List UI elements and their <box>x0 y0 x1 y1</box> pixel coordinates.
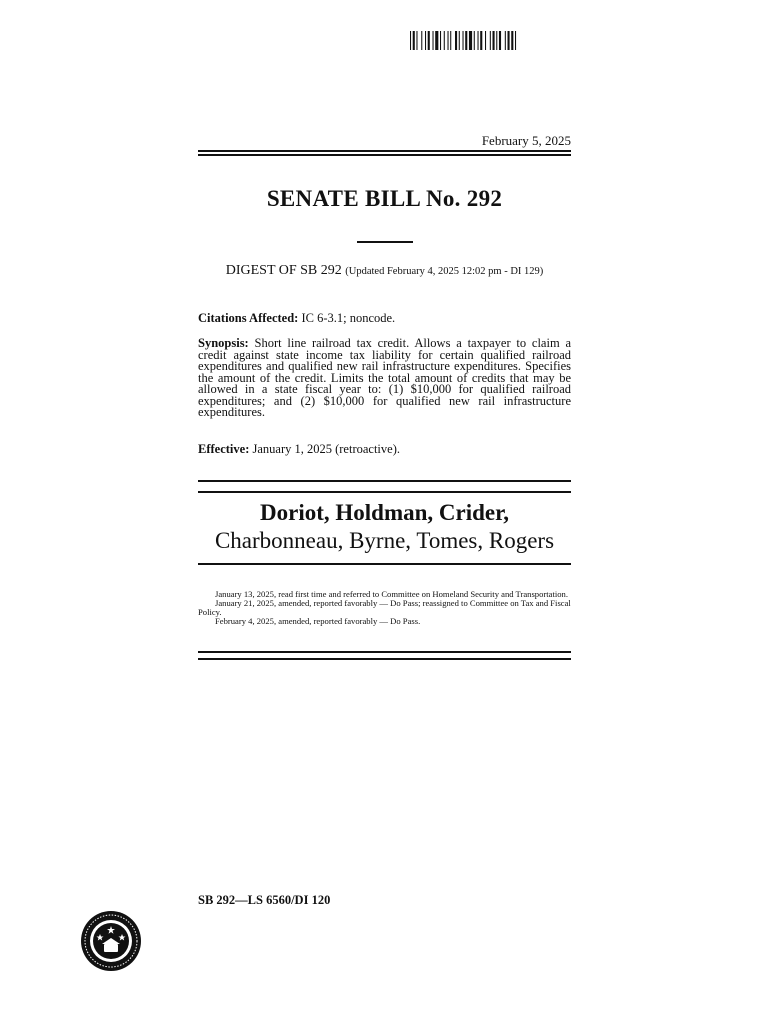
barcode-bar <box>459 31 460 50</box>
bill-code: SB 292—LS 6560/DI 120 <box>198 893 331 907</box>
barcode-bar <box>469 31 472 50</box>
barcode-bar <box>433 31 434 50</box>
history-entry: January 21, 2025, amended, reported favorably — Do Pass; reassigned to Committee on Tax and Fiscal Policy. <box>198 598 571 617</box>
barcode-bar <box>448 31 449 50</box>
digest-label: DIGEST OF SB 292 <box>225 263 342 278</box>
citations-affected <box>198 313 571 325</box>
effective-label: Effective: <box>198 442 250 456</box>
barcode-bar <box>444 31 445 50</box>
effective-text: January 1, 2025 (retroactive). <box>252 442 400 456</box>
barcode-bar <box>428 31 430 50</box>
barcode-bar <box>480 31 482 50</box>
barcode-bar <box>455 31 457 50</box>
synopsis-label: Synopsis: <box>198 336 249 350</box>
citations-label: Citations Affected: <box>198 311 299 325</box>
effective-date <box>198 444 571 456</box>
barcode-bar <box>440 31 441 50</box>
legislative-history <box>198 590 571 626</box>
barcode-bar <box>435 31 438 50</box>
primary-authors: Doriot, Holdman, Crider, <box>260 500 509 525</box>
synopsis-text: Short line railroad tax credit. Allows a taxpayer to claim a credit against state income tax liability for certain qualified railroad expenditures and qualified new rail infrastructure expenditures. Specifies the amount of the credit. Limits the total amount of credits that may be allowed in a state fiscal year to: (1) $10,000 for qualified railroad expenditures; and (2) $10,000 for qualified new rail infrastructure expenditures. <box>198 336 572 419</box>
divider <box>198 154 571 156</box>
barcode-bar <box>496 31 497 50</box>
barcode-bar <box>421 31 422 50</box>
barcode-bar <box>499 31 501 50</box>
barcode-bar <box>493 31 495 50</box>
barcode-bar <box>413 31 415 50</box>
history-entry: February 4, 2025, amended, reported favorably — Do Pass. <box>215 616 421 626</box>
bill-date: February 5, 2025 <box>481 133 571 148</box>
barcode-bar <box>450 31 451 50</box>
divider <box>198 651 571 653</box>
divider <box>198 658 571 660</box>
synopsis <box>198 338 571 419</box>
barcode-bar <box>465 31 467 50</box>
barcode-icon <box>410 31 588 50</box>
barcode-bar <box>490 31 491 50</box>
divider <box>198 563 571 565</box>
divider <box>198 150 571 152</box>
barcode-bar <box>463 31 464 50</box>
barcode-bar <box>416 31 417 50</box>
barcode-bar <box>485 31 486 50</box>
digest-heading <box>198 263 571 279</box>
page-title: SENATE BILL No. 292 <box>266 186 503 211</box>
citations-text: IC 6-3.1; noncode. <box>301 311 396 325</box>
barcode-bar <box>425 31 426 50</box>
barcode-bar <box>508 31 510 50</box>
divider <box>198 491 571 493</box>
barcode-bar <box>474 31 475 50</box>
co-authors: Charbonneau, Byrne, Tomes, Rogers <box>214 528 555 553</box>
barcode-bar <box>410 31 411 50</box>
state-seal-icon <box>80 910 142 972</box>
barcode-bar <box>511 31 513 50</box>
barcode-bar <box>478 31 479 50</box>
digest-updated: (Updated February 4, 2025 12:02 pm - DI 129) <box>345 266 544 277</box>
barcode-bar <box>515 31 516 50</box>
divider <box>198 480 571 482</box>
title-underline <box>357 241 413 243</box>
barcode-bar <box>505 31 506 50</box>
history-entry: January 13, 2025, read first time and referred to Committee on Homeland Security and Transportation. <box>215 589 568 599</box>
